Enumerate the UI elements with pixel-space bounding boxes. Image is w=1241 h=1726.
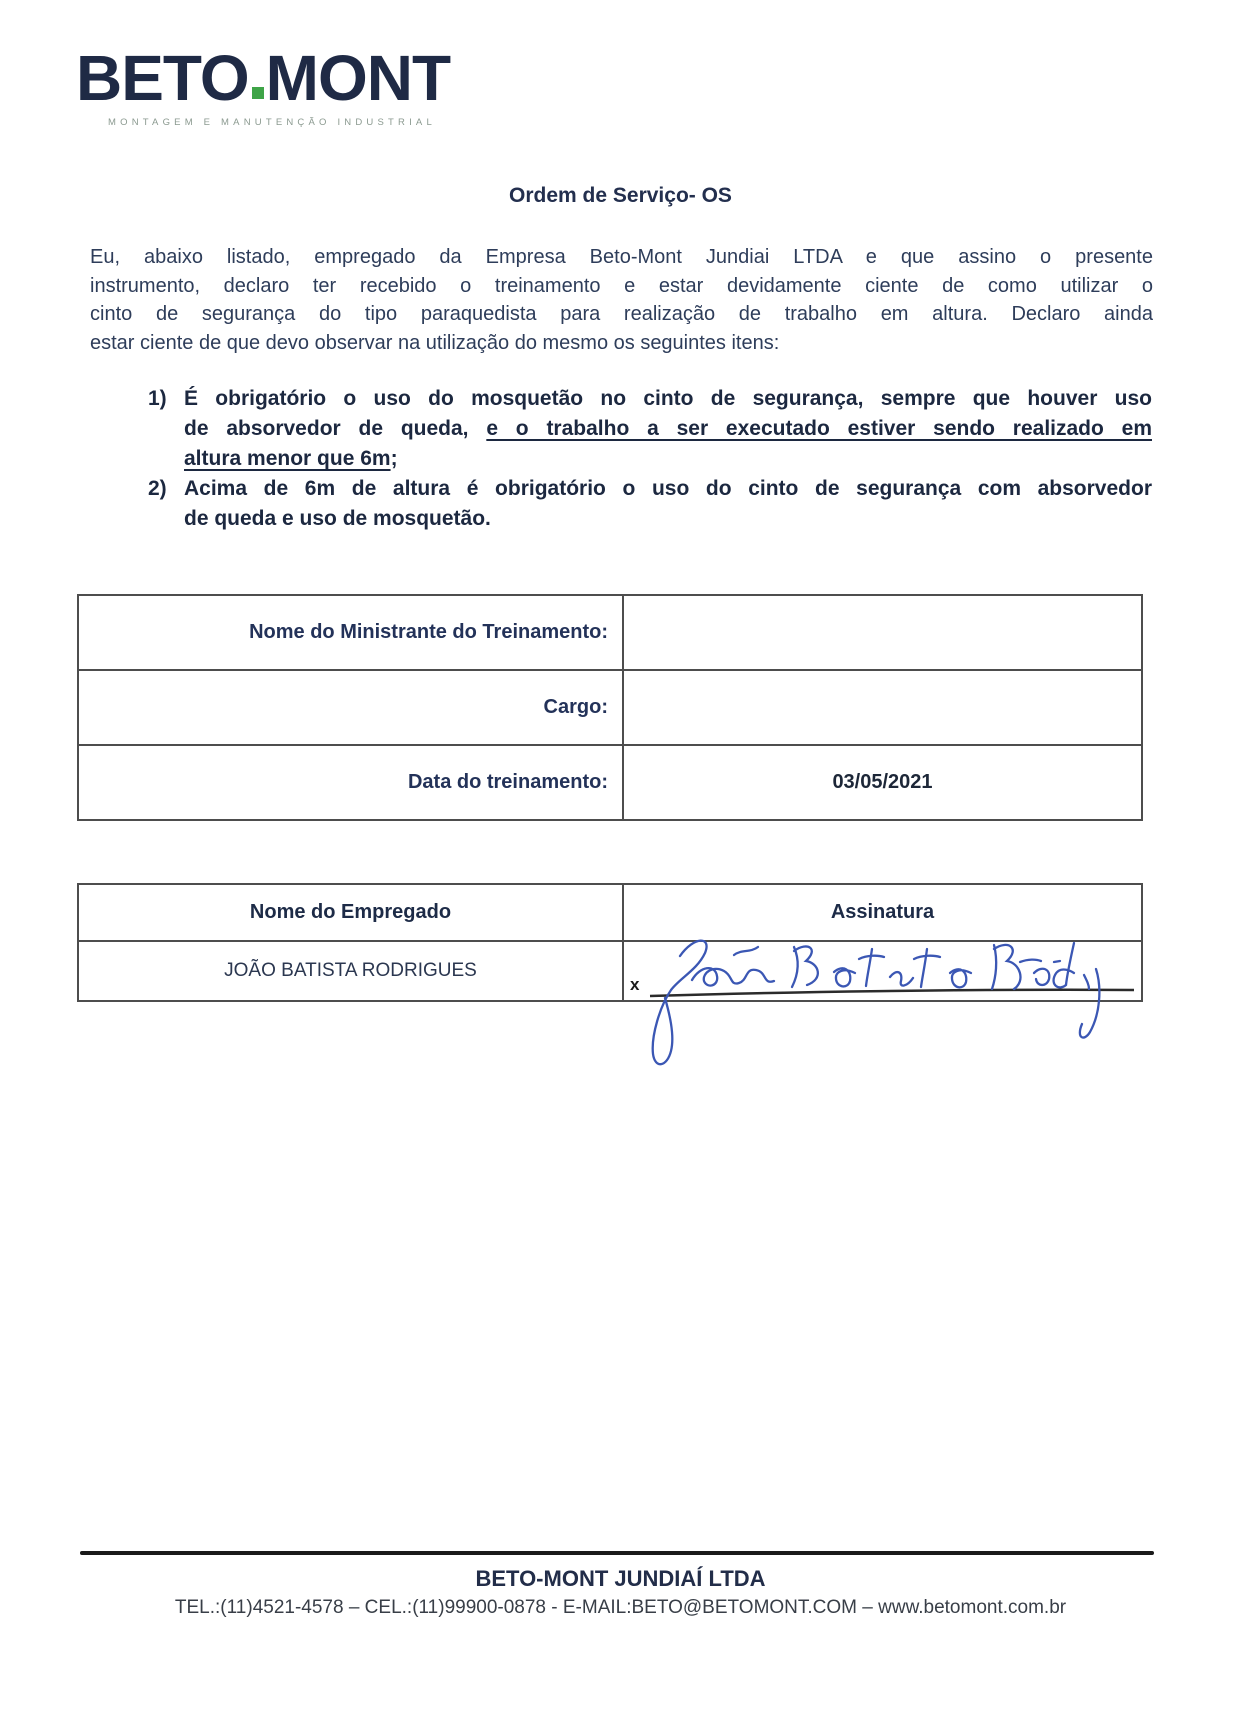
item-number: 2) bbox=[148, 477, 167, 500]
signature-header: Assinatura bbox=[623, 884, 1142, 941]
item-line: altura menor que 6m; bbox=[184, 447, 398, 470]
footer-divider bbox=[80, 1551, 1154, 1555]
table-row bbox=[78, 670, 1142, 745]
intro-paragraph bbox=[90, 243, 1153, 357]
table-row bbox=[78, 595, 1142, 670]
employee-name-cell: JOÃO BATISTA RODRIGUES bbox=[78, 941, 623, 1001]
list-item-1 bbox=[148, 384, 1152, 474]
list-item-2 bbox=[148, 474, 1152, 534]
logo-tagline: MONTAGEM E MANUTENÇÃO INDUSTRIAL bbox=[108, 117, 436, 128]
logo-text-right: MONT bbox=[265, 42, 451, 114]
logo-text-left: BETO bbox=[76, 42, 249, 114]
table-row bbox=[78, 745, 1142, 820]
trainer-name-label: Nome do Ministrante do Treinamento: bbox=[78, 595, 623, 670]
trainer-name-value bbox=[623, 595, 1142, 670]
intro-line: instrumento, declaro ter recebido o treinamento e estar devidamente ciente de como utilizar o bbox=[90, 274, 1153, 297]
logo-green-dot-icon bbox=[252, 87, 264, 99]
role-label: Cargo: bbox=[78, 670, 623, 745]
table-header-row bbox=[78, 884, 1142, 941]
signature-x-mark: x bbox=[630, 975, 640, 994]
item-line: de absorvedor de queda, e o trabalho a ser executado estiver sendo realizado em bbox=[184, 417, 1152, 440]
item-line: de queda e uso de mosquetão. bbox=[184, 507, 491, 530]
intro-line: estar ciente de que devo observar na utilização do mesmo os seguintes itens: bbox=[90, 331, 780, 354]
footer-contact-line: TEL.:(11)4521-4578 – CEL.:(11)99900-0878 - E-MAIL:BETO@BETOMONT.COM – www.betomont.com.br bbox=[174, 1597, 1067, 1618]
training-info-table bbox=[77, 594, 1143, 821]
rules-list bbox=[148, 384, 1152, 534]
signature-cell bbox=[623, 941, 1142, 1001]
document-title: Ordem de Serviço- OS bbox=[509, 184, 732, 207]
logo-wordmark bbox=[76, 42, 451, 114]
employee-signature-table bbox=[77, 883, 1143, 1002]
item-line: É obrigatório o uso do mosquetão no cinto de segurança, sempre que houver uso bbox=[184, 387, 1152, 410]
intro-line: cinto de segurança do tipo paraquedista para realização de trabalho em altura. Declaro ainda bbox=[90, 303, 1153, 325]
intro-line: Eu, abaixo listado, empregado da Empresa Beto-Mont Jundiai LTDA e que assino o presente bbox=[90, 246, 1153, 268]
training-date-value: 03/05/2021 bbox=[623, 745, 1142, 820]
company-logo bbox=[76, 42, 451, 128]
table-row bbox=[78, 941, 1142, 1001]
item-line: Acima de 6m de altura é obrigatório o uso do cinto de segurança com absorvedor bbox=[184, 477, 1152, 500]
role-value bbox=[623, 670, 1142, 745]
employee-name-header: Nome do Empregado bbox=[78, 884, 623, 941]
footer-company-name: BETO-MONT JUNDIAÍ LTDA bbox=[475, 1566, 766, 1591]
item-number: 1) bbox=[148, 387, 167, 410]
training-date-label: Data do treinamento: bbox=[78, 745, 623, 820]
